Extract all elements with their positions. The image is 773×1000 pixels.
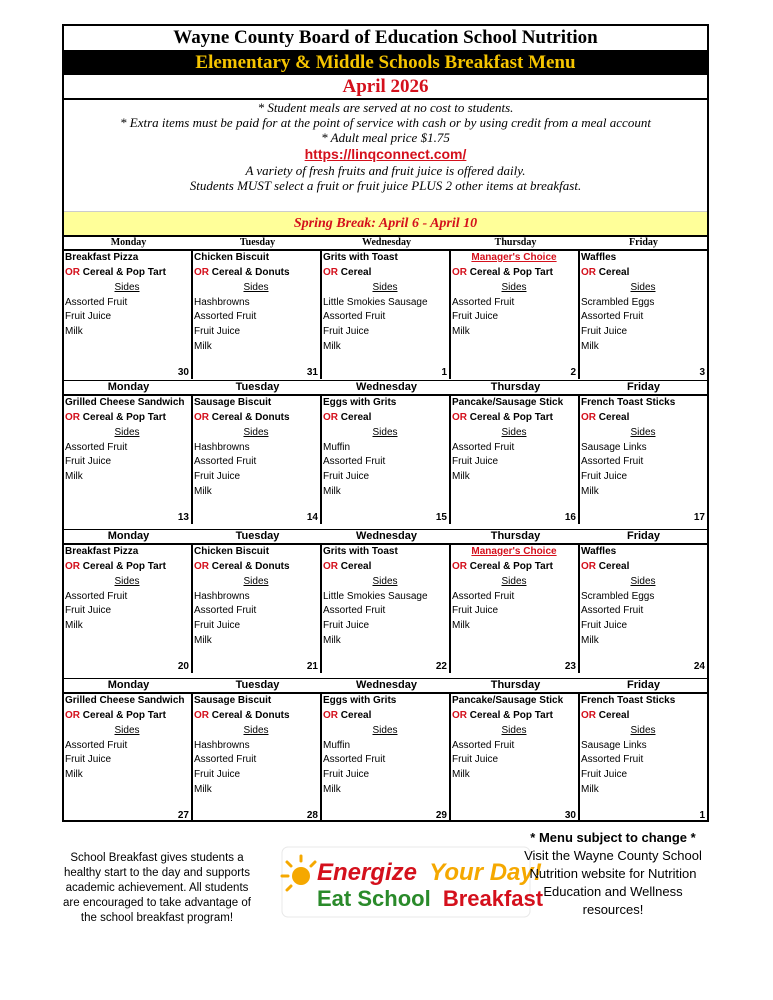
entree: Grilled Cheese Sandwich (65, 695, 185, 706)
entree: Breakfast Pizza (65, 252, 139, 263)
entree: Sausage Biscuit (194, 397, 272, 408)
date-number: 29 (435, 810, 447, 821)
alternate-item: Cereal (598, 709, 630, 721)
alternate-item: Cereal (598, 266, 630, 278)
menu-frame (62, 24, 709, 822)
date-number: 14 (306, 512, 318, 523)
day-header-friday: Friday (580, 235, 707, 251)
side-item: Assorted Fruit (323, 605, 386, 617)
entree: Chicken Biscuit (194, 546, 270, 557)
side-item: Fruit Juice (323, 325, 370, 337)
day-header-thursday: Thursday (451, 529, 580, 545)
side-item: Hashbrowns (194, 296, 250, 308)
side-item: Assorted Fruit (581, 456, 644, 468)
or-label: OR (323, 266, 338, 278)
side-item: Milk (452, 470, 470, 482)
entree: French Toast Sticks (581, 695, 676, 706)
date-number: 21 (306, 661, 318, 672)
entree: French Toast Sticks (581, 397, 676, 408)
date-number: 27 (177, 810, 189, 821)
day-header-friday: Friday (580, 380, 707, 396)
visit-website-text: Visit the Wayne County School Nutrition website for Nutrition Education and Wellness resources! (524, 848, 702, 917)
alternate-item: Cereal & Pop Tart (82, 411, 166, 423)
side-item: Hashbrowns (194, 590, 250, 602)
alternate-item: Cereal & Donuts (211, 411, 290, 423)
side-item: Milk (581, 340, 599, 352)
menu-change-note: * Menu subject to change * (530, 830, 696, 845)
day-header-tuesday: Tuesday (193, 380, 322, 396)
or-label: OR (452, 411, 467, 423)
alternate-item: Cereal & Donuts (211, 709, 290, 721)
menu-title: Elementary & Middle Schools Breakfast Menu (64, 50, 707, 75)
side-item: Fruit Juice (452, 605, 499, 617)
entree: Sausage Biscuit (194, 695, 272, 706)
side-item: Milk (65, 325, 83, 337)
day-header-wednesday: Wednesday (322, 380, 451, 396)
day-cell (193, 694, 322, 822)
or-label: OR (452, 709, 467, 721)
day-header-wednesday: Wednesday (322, 235, 451, 251)
sides-label: Sides (630, 281, 656, 293)
side-item: Assorted Fruit (323, 311, 386, 323)
entree: Pancake/Sausage Stick (452, 397, 564, 408)
alternate-item: Cereal & Pop Tart (82, 560, 166, 572)
side-item: Fruit Juice (581, 768, 628, 780)
side-item: Hashbrowns (194, 441, 250, 453)
alternate-item: Cereal (340, 560, 372, 572)
day-cell (580, 396, 707, 524)
entree: Eggs with Grits (323, 397, 397, 408)
week-row (64, 678, 707, 823)
side-item: Assorted Fruit (65, 590, 128, 602)
day-header-tuesday: Tuesday (193, 529, 322, 545)
date-number: 3 (699, 367, 705, 378)
side-item: Assorted Fruit (452, 441, 515, 453)
sides-label: Sides (372, 281, 398, 293)
svg-text:Energize Your Day! (317, 859, 542, 886)
logo-graphic (281, 846, 544, 918)
day-cell (451, 545, 580, 673)
day-header-monday: Monday (64, 678, 193, 694)
date-number: 20 (177, 661, 189, 672)
alternate-option (65, 266, 189, 280)
side-item: Milk (194, 485, 212, 497)
entree: Pancake/Sausage Stick (452, 695, 564, 706)
side-item: Little Smokies Sausage (323, 590, 428, 602)
day-cell (193, 251, 322, 379)
sides-label: Sides (243, 575, 269, 587)
date-number: 16 (564, 512, 576, 523)
side-item: Muffin (323, 441, 351, 453)
day-cell (64, 694, 193, 822)
day-cell (322, 251, 451, 379)
side-item: Fruit Juice (65, 311, 112, 323)
sides-label: Sides (630, 426, 656, 438)
day-cell (451, 251, 580, 379)
side-item: Milk (452, 325, 470, 337)
side-item: Assorted Fruit (194, 311, 257, 323)
side-item: Fruit Juice (452, 311, 499, 323)
date-number: 30 (177, 367, 189, 378)
sides-label: Sides (501, 724, 527, 736)
day-cell (322, 545, 451, 673)
side-item: Milk (194, 634, 212, 646)
sides-label: Sides (243, 426, 269, 438)
alternate-item: Cereal (598, 411, 630, 423)
alternate-option (65, 709, 189, 723)
note-select-items: Students MUST select a fruit or fruit juice PLUS 2 other items at breakfast. (189, 178, 582, 193)
side-item: Hashbrowns (194, 739, 250, 751)
date-number: 28 (306, 810, 318, 821)
or-label: OR (65, 709, 80, 721)
or-label: OR (194, 560, 209, 572)
day-header-thursday: Thursday (451, 380, 580, 396)
entree: Waffles (581, 546, 617, 557)
side-item: Fruit Juice (65, 456, 112, 468)
side-item: Assorted Fruit (194, 605, 257, 617)
alternate-item: Cereal (598, 560, 630, 572)
side-item: Assorted Fruit (65, 296, 128, 308)
day-header-monday: Monday (64, 235, 193, 251)
sides-label: Sides (114, 281, 140, 293)
alternate-item: Cereal (340, 411, 372, 423)
side-item: Milk (323, 783, 341, 795)
logo-eat-school: Eat School (317, 886, 431, 911)
date-number: 2 (570, 367, 576, 378)
entree: Waffles (581, 252, 617, 263)
footer-breakfast-benefits: School Breakfast gives students a healthy start to the day and supports academic achievement. All students are encouraged to take advantage of the school breakfast program! (63, 852, 251, 924)
side-item: Assorted Fruit (581, 311, 644, 323)
note-extra-items: * Extra items must be paid for at the point of service with cash or by using credit from a meal account (120, 115, 651, 130)
side-item: Milk (194, 340, 212, 352)
side-item: Milk (452, 619, 470, 631)
or-label: OR (581, 709, 596, 721)
side-item: Milk (65, 470, 83, 482)
side-item: Fruit Juice (194, 325, 241, 337)
alternate-option (581, 709, 705, 723)
sides-label: Sides (501, 281, 527, 293)
day-cell (580, 694, 707, 822)
side-item: Fruit Juice (581, 619, 628, 631)
sides-label: Sides (372, 724, 398, 736)
side-item: Assorted Fruit (581, 754, 644, 766)
side-item: Fruit Juice (581, 325, 628, 337)
side-item: Milk (452, 768, 470, 780)
side-item: Fruit Juice (452, 754, 499, 766)
day-cell (64, 251, 193, 379)
sides-label: Sides (501, 575, 527, 587)
side-item: Fruit Juice (581, 470, 628, 482)
entree: Grits with Toast (323, 252, 398, 263)
week-row (64, 235, 707, 380)
day-header-wednesday: Wednesday (322, 529, 451, 545)
side-item: Assorted Fruit (323, 754, 386, 766)
or-label: OR (452, 560, 467, 572)
side-item: Scrambled Eggs (581, 590, 655, 602)
org-title: Wayne County Board of Education School Nutrition (173, 27, 598, 48)
side-item: Assorted Fruit (452, 296, 515, 308)
alternate-option (452, 709, 576, 723)
or-label: OR (323, 560, 338, 572)
date-number: 23 (564, 661, 576, 672)
alternate-item: Cereal & Donuts (211, 560, 290, 572)
svg-text:Eat School Breakfast (317, 886, 544, 911)
or-label: OR (194, 411, 209, 423)
entree: Breakfast Pizza (65, 546, 139, 557)
alternate-item: Cereal & Pop Tart (469, 411, 553, 423)
alternate-option (452, 266, 576, 280)
or-label: OR (323, 709, 338, 721)
spring-break-banner: Spring Break: April 6 - April 10 (64, 211, 707, 237)
date-number: 22 (435, 661, 447, 672)
energize-logo (281, 846, 544, 918)
day-cell (64, 396, 193, 524)
side-item: Fruit Juice (323, 470, 370, 482)
note-free-meals: * Student meals are served at no cost to students. (257, 100, 514, 115)
side-item: Assorted Fruit (452, 590, 515, 602)
notes (64, 100, 707, 193)
or-label: OR (581, 411, 596, 423)
day-cell (193, 545, 322, 673)
day-cell (322, 694, 451, 822)
sides-label: Sides (243, 281, 269, 293)
sides-label: Sides (372, 426, 398, 438)
side-item: Fruit Juice (323, 768, 370, 780)
alternate-option (323, 560, 447, 574)
sides-label: Sides (372, 575, 398, 587)
side-item: Little Smokies Sausage (323, 296, 428, 308)
day-cell (451, 694, 580, 822)
side-item: Assorted Fruit (194, 754, 257, 766)
sides-label: Sides (630, 575, 656, 587)
or-label: OR (65, 560, 80, 572)
side-item: Assorted Fruit (581, 605, 644, 617)
date-number: 31 (306, 367, 318, 378)
date-number: 15 (435, 512, 447, 523)
or-label: OR (65, 266, 80, 278)
alternate-option (581, 411, 705, 425)
side-item: Milk (581, 634, 599, 646)
or-label: OR (194, 266, 209, 278)
alternate-item: Cereal & Pop Tart (469, 560, 553, 572)
footer-visit (520, 829, 706, 919)
or-label: OR (65, 411, 80, 423)
date-number: 1 (441, 367, 447, 378)
side-item: Sausage Links (581, 739, 647, 751)
sides-label: Sides (243, 724, 269, 736)
side-item: Milk (581, 485, 599, 497)
entree: Grilled Cheese Sandwich (65, 397, 185, 408)
day-cell (322, 396, 451, 524)
side-item: Muffin (323, 739, 351, 751)
side-item: Assorted Fruit (323, 456, 386, 468)
alternate-option (581, 266, 705, 280)
sides-label: Sides (501, 426, 527, 438)
day-header-tuesday: Tuesday (193, 678, 322, 694)
alternate-option (65, 560, 189, 574)
side-item: Assorted Fruit (65, 441, 128, 453)
date-number: 30 (564, 810, 576, 821)
side-item: Fruit Juice (65, 754, 112, 766)
side-item: Scrambled Eggs (581, 296, 655, 308)
day-header-wednesday: Wednesday (322, 678, 451, 694)
day-header-thursday: Thursday (451, 235, 580, 251)
side-item: Assorted Fruit (452, 739, 515, 751)
side-item: Fruit Juice (323, 619, 370, 631)
alternate-option (452, 560, 576, 574)
or-label: OR (323, 411, 338, 423)
alternate-option (452, 411, 576, 425)
date-number: 17 (693, 512, 705, 523)
side-item: Assorted Fruit (65, 739, 128, 751)
day-header-monday: Monday (64, 380, 193, 396)
side-item: Milk (65, 768, 83, 780)
sides-label: Sides (114, 575, 140, 587)
day-cell (580, 545, 707, 673)
day-cell (451, 396, 580, 524)
month-title: April 2026 (64, 75, 707, 100)
logo-your-day: Your Day! (429, 859, 542, 886)
alternate-option (323, 266, 447, 280)
alternate-option (323, 709, 447, 723)
side-item: Milk (323, 340, 341, 352)
date-number: 1 (699, 810, 705, 821)
day-header-friday: Friday (580, 678, 707, 694)
side-item: Milk (581, 783, 599, 795)
date-number: 24 (693, 661, 705, 672)
logo-breakfast: Breakfast (442, 886, 544, 911)
note-adult-price: * Adult meal price $1.75 (321, 130, 450, 145)
or-label: OR (581, 560, 596, 572)
day-cell (64, 545, 193, 673)
week-row (64, 529, 707, 674)
day-header-monday: Monday (64, 529, 193, 545)
side-item: Fruit Juice (65, 605, 112, 617)
entree: Manager's Choice (471, 252, 557, 263)
day-header-friday: Friday (580, 529, 707, 545)
side-item: Milk (194, 783, 212, 795)
side-item: Fruit Juice (194, 470, 241, 482)
logo-energize: Energize (317, 859, 418, 886)
or-label: OR (452, 266, 467, 278)
or-label: OR (194, 709, 209, 721)
side-item: Fruit Juice (452, 456, 499, 468)
alternate-option (194, 266, 318, 280)
alternate-item: Cereal & Pop Tart (469, 709, 553, 721)
alternate-option (194, 560, 318, 574)
note-fruit-daily: A variety of fresh fruits and fruit juice is offered daily. (245, 163, 526, 178)
sides-label: Sides (114, 724, 140, 736)
side-item: Milk (323, 634, 341, 646)
alternate-item: Cereal (340, 266, 372, 278)
alternate-option (65, 411, 189, 425)
entree: Chicken Biscuit (194, 252, 270, 263)
alternate-item: Cereal (340, 709, 372, 721)
alternate-item: Cereal & Pop Tart (82, 709, 166, 721)
sides-label: Sides (630, 724, 656, 736)
week-row (64, 380, 707, 525)
alternate-option (581, 560, 705, 574)
day-cell (580, 251, 707, 379)
alternate-option (194, 411, 318, 425)
alternate-option (323, 411, 447, 425)
day-header-thursday: Thursday (451, 678, 580, 694)
alternate-item: Cereal & Donuts (211, 266, 290, 278)
entree: Eggs with Grits (323, 695, 397, 706)
alternate-option (194, 709, 318, 723)
or-label: OR (581, 266, 596, 278)
alternate-item: Cereal & Pop Tart (469, 266, 553, 278)
side-item: Assorted Fruit (194, 456, 257, 468)
day-cell (193, 396, 322, 524)
alternate-item: Cereal & Pop Tart (82, 266, 166, 278)
side-item: Fruit Juice (194, 768, 241, 780)
side-item: Milk (65, 619, 83, 631)
day-header-tuesday: Tuesday (193, 235, 322, 251)
side-item: Sausage Links (581, 441, 647, 453)
date-number: 13 (177, 512, 189, 523)
side-item: Milk (323, 485, 341, 497)
linqconnect-link[interactable]: https://linqconnect.com/ (304, 146, 467, 162)
sides-label: Sides (114, 426, 140, 438)
entree: Grits with Toast (323, 546, 398, 557)
side-item: Fruit Juice (194, 619, 241, 631)
entree: Manager's Choice (471, 546, 557, 557)
